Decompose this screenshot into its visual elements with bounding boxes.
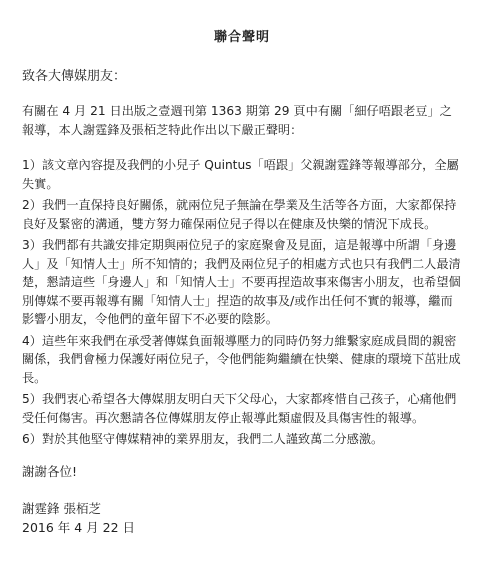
statement-item-1: 1）該文章內容提及我們的小兒子 Quintus「唔跟」父親謝霆鋒等報導部分，全屬失實。 bbox=[22, 158, 459, 191]
statement-item-5: 5）我們衷心希望各大傳媒朋友明白天下父母心，大家都疼惜自己孩子，心痛他們受任何傷害。再次懇請各位傳媒朋友停止報導此類虛假及具傷害性的報導。 bbox=[22, 392, 457, 425]
statement-item-6: 6）對於其他堅守傳媒精神的業界朋友，我們二人謹致萬二分感激。 bbox=[22, 432, 384, 446]
signatories: 謝霆鋒 張栢芝 bbox=[22, 500, 101, 516]
intro-paragraph: 有關在 4 月 21 日出版之壹週刊第 1363 期第 29 頁中有關「細仔唔跟老豆」之報導，本人謝霆鋒及張栢芝特此作出以下嚴正聲明： bbox=[22, 104, 452, 137]
closing-thanks: 謝謝各位! bbox=[22, 463, 78, 479]
statement-date: 2016 年 4 月 22 日 bbox=[22, 519, 136, 535]
statement-item-2: 2）我們一直保持良好關係，就兩位兒子無論在學業及生活等各方面，大家都保持良好及緊密的溝通，雙方努力確保兩位兒子得以在健康及快樂的情況下成長。 bbox=[22, 198, 457, 231]
statement-item-3: 3）我們都有共識安排定期與兩位兒子的家庭聚會及見面，這是報導中所謂「身邊人」及「知情人士」所不知情的；我們及兩位兒子的相處方式也只有我們二人最清楚，懇請這些「身邊人」和「知情人士」不要再捏造故事來傷害小朋友，也希望個別傳媒不要再報導有關「知情人士」捏造的故事及/或作出任何不實的報導，繼而影響小朋友，令他們的童年留下不必要的陰影。 bbox=[22, 238, 461, 326]
statement-items bbox=[22, 156, 462, 449]
document-title: 聯合聲明 bbox=[213, 30, 270, 45]
salutation: 致各大傳媒朋友： bbox=[22, 69, 127, 84]
statement-item-4: 4）這些年來我們在承受著傳媒負面報導壓力的同時仍努力維繫家庭成員間的親密關係，我們會極力保護好兩位兒子，令他們能夠繼續在快樂、健康的環境下茁壯成長。 bbox=[22, 333, 461, 385]
